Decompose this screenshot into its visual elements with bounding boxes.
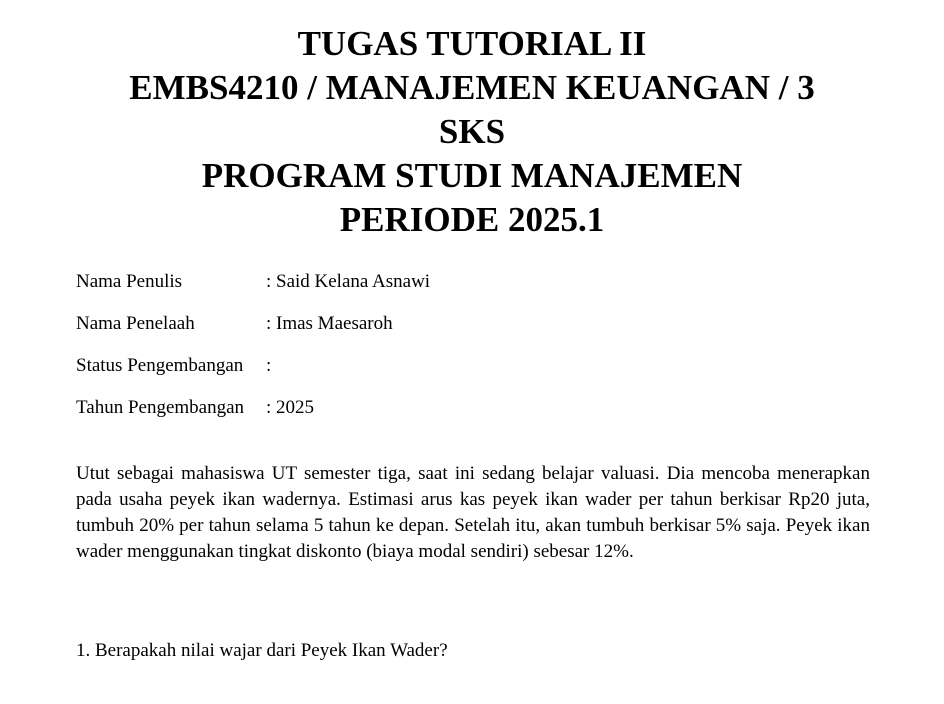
title-line-program: PROGRAM STUDI MANAJEMEN bbox=[201, 156, 743, 195]
meta-row-author bbox=[76, 266, 876, 308]
title-line-period: PERIODE 2025.1 bbox=[339, 200, 605, 239]
document-title bbox=[60, 22, 884, 242]
title-line-credits: SKS bbox=[438, 112, 506, 151]
title-line-assignment: TUGAS TUTORIAL II bbox=[297, 24, 647, 63]
meta-row-status bbox=[76, 350, 876, 392]
meta-colon: : bbox=[266, 355, 272, 376]
meta-value-author: Said Kelana Asnawi bbox=[276, 271, 431, 292]
meta-value-year: 2025 bbox=[276, 397, 314, 418]
meta-colon: : bbox=[266, 271, 272, 292]
meta-row-reviewer bbox=[76, 308, 876, 350]
meta-colon: : bbox=[266, 313, 272, 334]
title-line-course: EMBS4210 / MANAJEMEN KEUANGAN / 3 bbox=[129, 68, 815, 107]
meta-colon: : bbox=[266, 397, 272, 418]
meta-value-reviewer: Imas Maesaroh bbox=[276, 313, 393, 334]
meta-label-year: Tahun Pengembangan bbox=[76, 397, 245, 418]
meta-label-reviewer: Nama Penelaah bbox=[76, 313, 195, 334]
case-description-paragraph: Utut sebagai mahasiswa UT semester tiga, saat ini sedang belajar valuasi. Dia mencoba menerapkan pada usaha peyek ikan wadernya. Estimasi arus kas peyek ikan wader per tahun berkisar Rp20 juta, tumbuh 20% per tahun selama 5 tahun ke depan. Setelah itu, akan tumbuh berkisar 5% saja. Peyek ikan wader menggunakan tingkat diskonto (biaya modal sendiri) sebesar 12%. bbox=[76, 463, 870, 562]
question-item: 1. Berapakah nilai wajar dari Peyek Ikan Wader? bbox=[76, 640, 448, 661]
meta-label-author: Nama Penulis bbox=[76, 271, 183, 292]
meta-label-status: Status Pengembangan bbox=[76, 355, 244, 376]
document-metadata bbox=[76, 266, 876, 434]
meta-row-year bbox=[76, 392, 876, 434]
